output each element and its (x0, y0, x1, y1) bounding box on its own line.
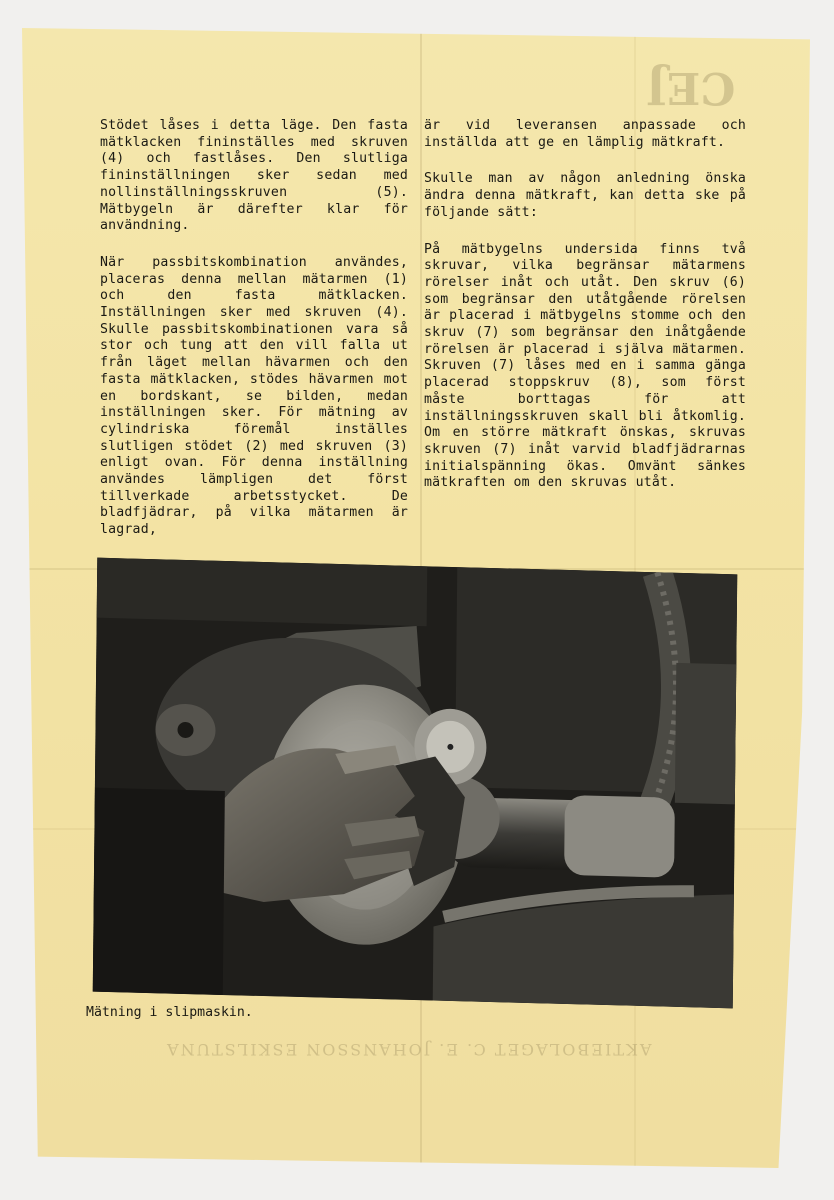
paragraph: Skulle man av någon anledning önska ändra denna mätkraft, kan detta ske på följande sätt: (424, 171, 746, 220)
paragraph: Stödet låses i detta läge. Den fasta mätklacken fininställes med skruven (4) och fastlåses. Den slutliga fininställningen sker sedan med nollinställningsskruven (5). Mätbygeln är därefter klar för användning. (100, 118, 408, 234)
show-through-logo: CEJ (646, 62, 736, 113)
photo-caption: Mätning i slipmaskin. (86, 1005, 253, 1020)
photo-grinding-machine-measurement (93, 558, 738, 1009)
paragraph: är vid leveransen anpassade och inställda att ge en lämplig mätkraft. (424, 118, 746, 150)
photo-illustration (93, 558, 738, 1009)
text-column-right (424, 118, 746, 512)
show-through-company-text: AKTIEBOLAGET C. E. JOHANSSON ESKILSTUNA (165, 1040, 652, 1059)
text-column-left (100, 118, 408, 559)
paragraph: När passbitskombination användes, placeras denna mellan mätarmen (1) och den fasta mätklacken. Inställningen sker med skruven (4). Skulle passbitskombinationen vara så stor och tung att den vill falla ut från läget mellan hävarmen och den fasta mätklacken, stödes hävarmen mot en bordskant, se bilden, medan inställningen sker. För mätning av cylindriska föremål inställes slutligen stödet (2) med skruven (3) enligt ovan. För denna inställning användes lämpligen det först tillverkade arbetsstycket. De bladfjädrar, på vilka mätarmen är lagrad, (100, 254, 408, 538)
paragraph: På mätbygelns undersida finns två skruvar, vilka begränsar mätarmens rörelser inåt och utåt. Den skruv (6) som begränsar den utåtgående rörelsen är placerad i mätbygelns stomme och den skruv (7) som begränsar den inåtgående rörelsen är placerad i själva mätarmen. Skruven (7) låses med en i samma gänga placerad stoppskruv (8), som först måste borttagas för att inställningsskruven skall bli åtkomlig. Om en större mätkraft önskas, skruvas skruven (7) inåt varvid bladfjädrarnas initialspänning ökas. Omvänt sänkes mätkraften om den skruvas utåt. (424, 241, 746, 491)
